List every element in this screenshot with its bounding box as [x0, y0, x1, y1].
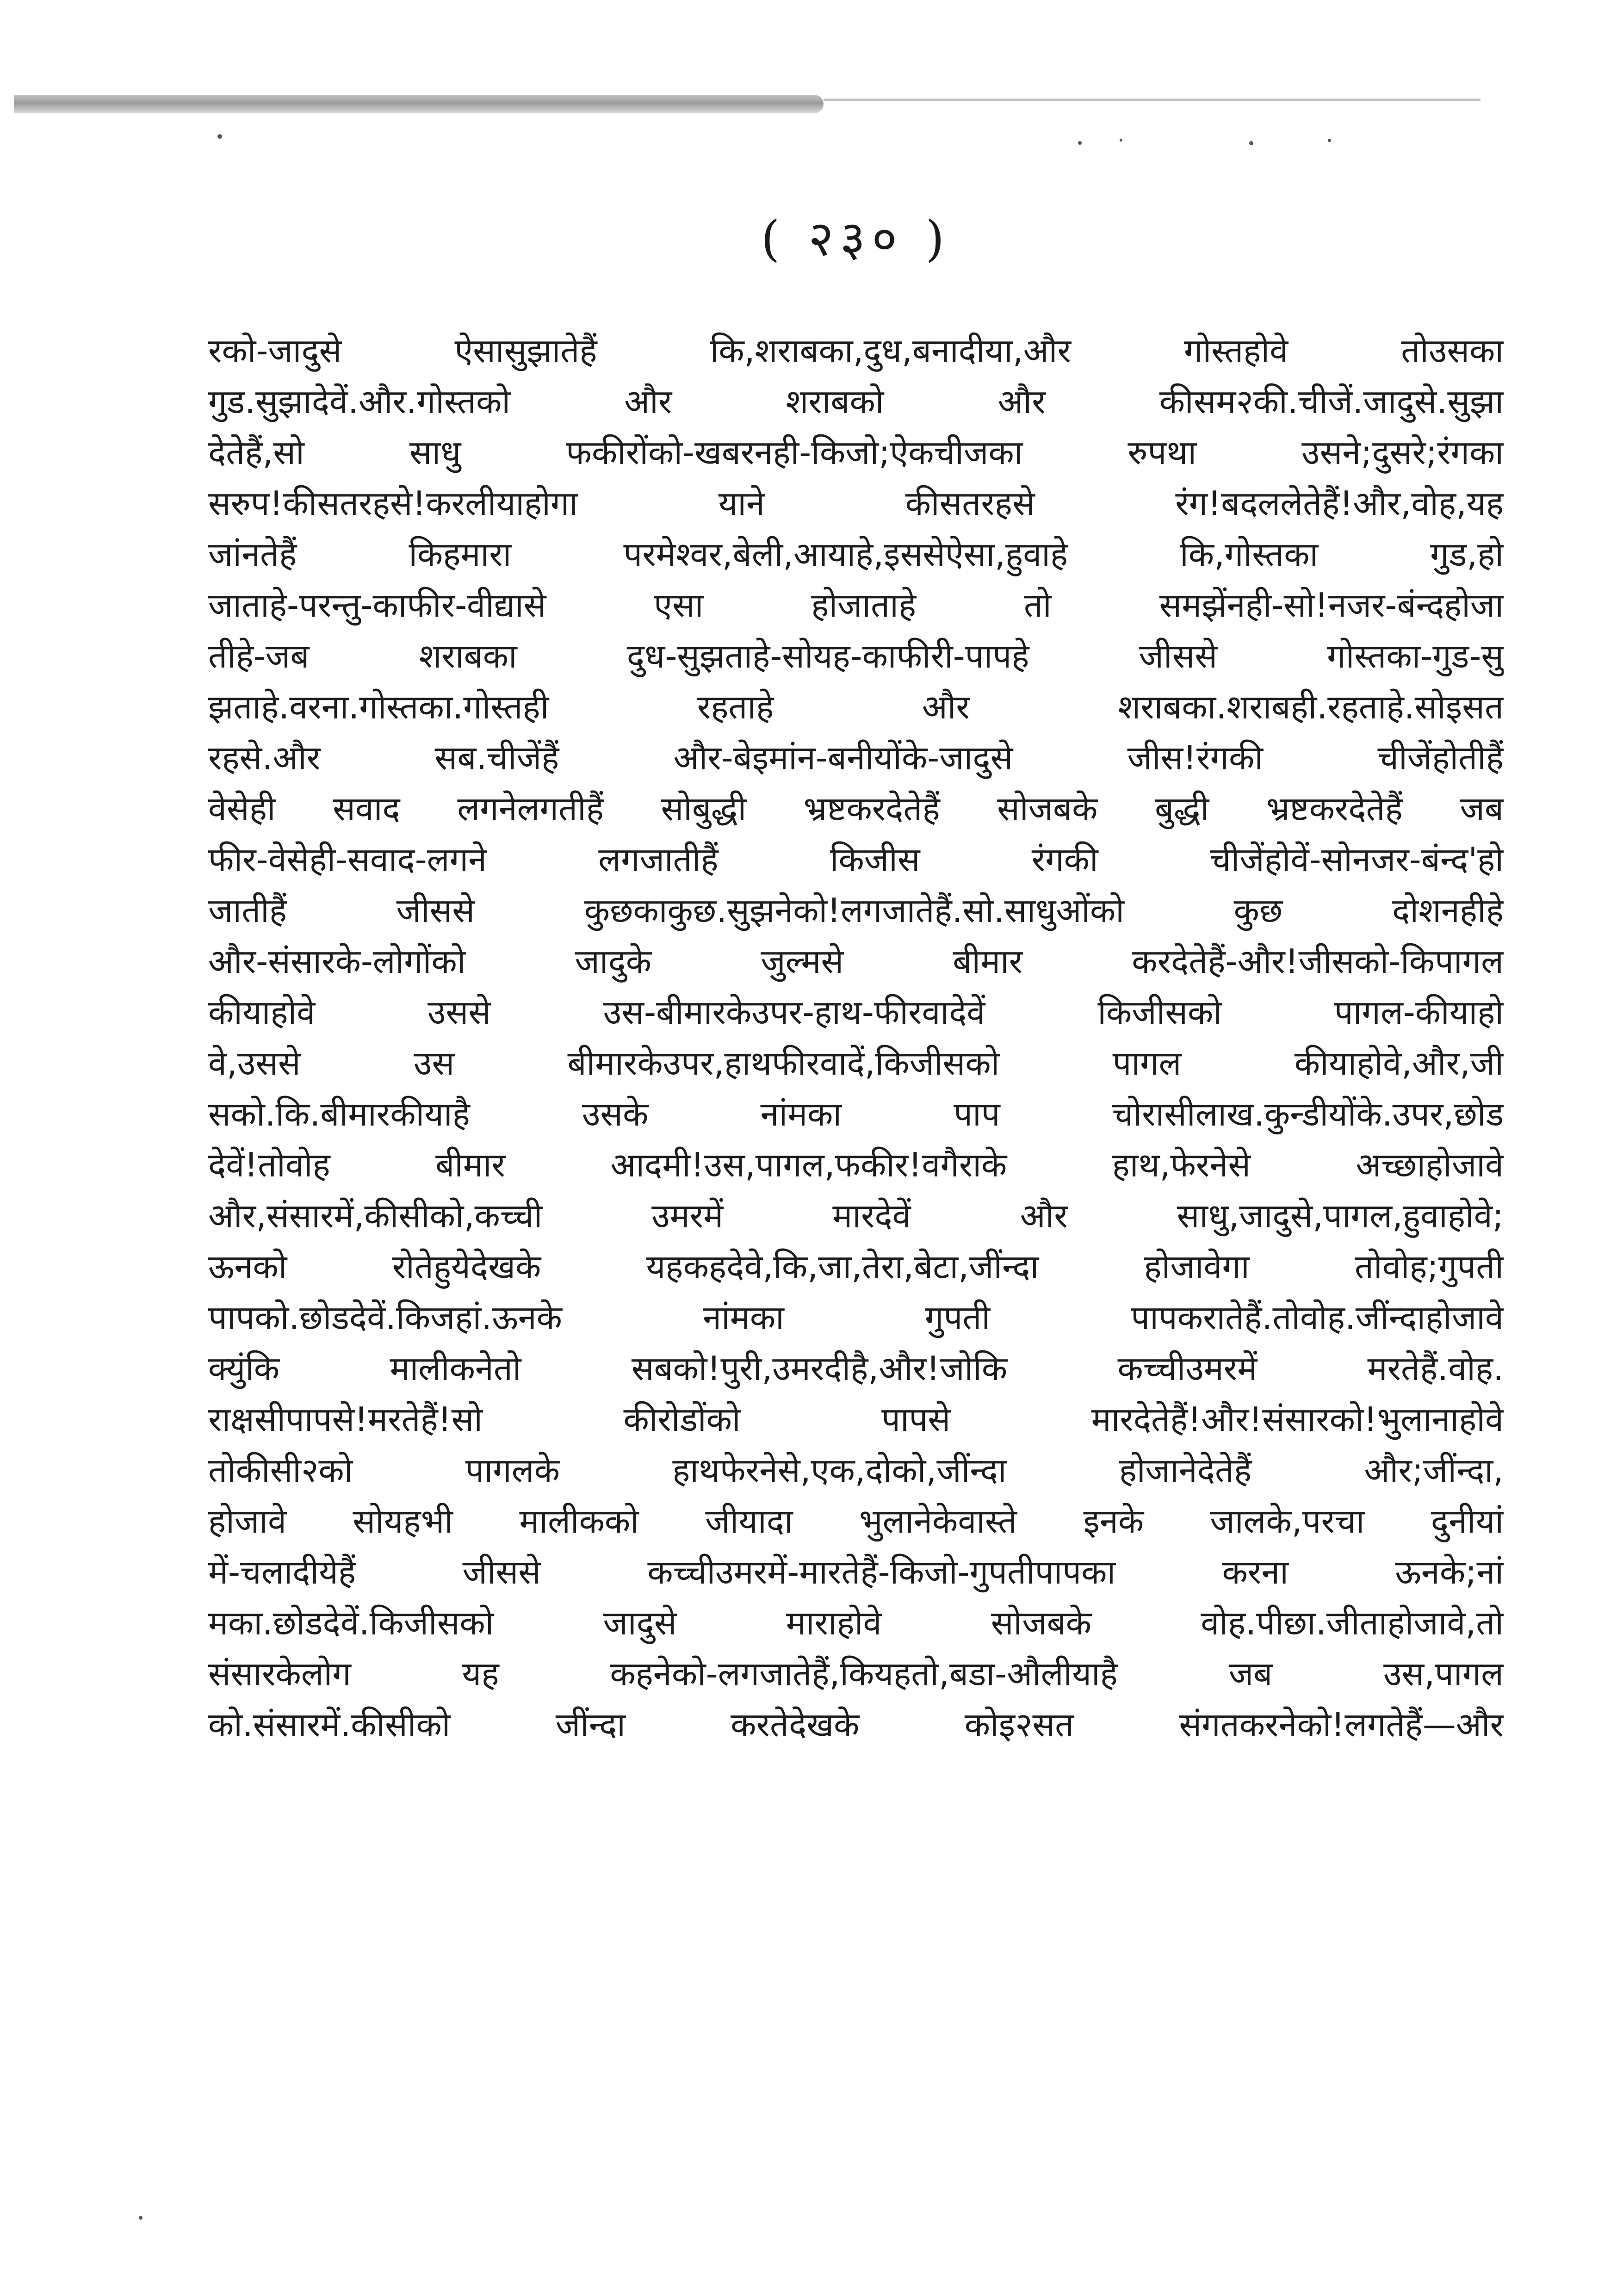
text-line: होजावे सोयहभी मालीकको जीयादा भुलानेकेवास्ते इनके जालके,परचा दुनीयां [208, 1502, 1504, 1541]
text-line: तोकीसी२को पागलके हाथफेरनेसे,एक,दोको,जींन्दा होजानेदेतेहैं और;जींन्दा, [208, 1451, 1504, 1490]
text-line: रको-जादुसे ऐसासुझातेहैं कि,शराबका,दुध,बनादीया,और गोस्तहोवे तोउसका [208, 331, 1504, 370]
text-line: मका.छोडदेवें.किजीसको जादुसे माराहोवे सोजबके वोह.पीछा.जीताहोजावे,तो [208, 1603, 1504, 1642]
text-line: वे,उससे उस बीमारकेउपर,हाथफीरवादें,किजीसको पागल कीयाहोवे,और,जी [208, 1044, 1504, 1083]
text-line: गुड.सुझादेवें.और.गोस्तको और शराबको और कीसम२की.चीजें.जादुसे.सुझा [208, 382, 1504, 421]
scan-speck [139, 2216, 142, 2220]
text-line: क्युंकि मालीकनेतो सबको!पुरी,उमरदीहै,और!जोकि कच्चीउमरमें मरतेहैं.वोह. [208, 1349, 1504, 1388]
scan-speck [1328, 139, 1331, 142]
scan-shadow-edge [14, 95, 824, 113]
text-line: सको.कि.बीमारकीयाहै उसके नांमका पाप चोरासीलाख.कुन्डीयोंके.उपर,छोड [208, 1095, 1504, 1133]
text-line: और-संसारके-लोगोंको जादुके जुल्मसे बीमार करदेतेहैं-और!जीसको-किपागल [208, 942, 1504, 981]
scan-speck [217, 134, 222, 139]
text-line: सरुप!कीसतरहसे!करलीयाहोगा याने कीसतरहसे रंग!बदललेतेहैं!और,वोह,यह [208, 484, 1504, 523]
text-line: झताहे.वरना.गोस्तका.गोस्तही रहताहे और शराबका.शराबही.रहताहे.सोइसत [208, 687, 1504, 726]
text-line: देवें!तोवोह बीमार आदमी!उस,पागल,फकीर!वगैराके हाथ,फेरनेसे अच्छाहोजावे [208, 1145, 1504, 1184]
scan-speck [1078, 141, 1082, 145]
document-page [208, 204, 1504, 1750]
text-line: संसारकेलोग यह कहनेको-लगजातेहैं,कियहतो,बडा-औलीयाहै जब उस,पागल [208, 1654, 1504, 1693]
text-line: वेसेही सवाद लगनेलगतीहैं सोबुद्धी भ्रष्टकरदेतेहैं सोजबके बुद्धी भ्रष्टकरदेतेहैं जब [208, 789, 1504, 828]
text-line: में-चलादीयेहैं जीससे कच्चीउमरमें-मारतेहैं-किजो-गुपतीपापका करना ऊनके;नां [208, 1553, 1504, 1591]
text-line: और,संसारमें,कीसीको,कच्ची उमरमें मारदेवें और साधु,जादुसे,पागल,हुवाहोवे; [208, 1196, 1504, 1235]
text-line: कीयाहोवे उससे उस-बीमारकेउपर-हाथ-फीरवादेवें किजीसको पागल-कीयाहो [208, 993, 1504, 1032]
text-line: फीर-वेसेही-सवाद-लगने लगजातीहैं किजीस रंगकी चीजेंहोवें-सोनजर-बंन्द'हो [208, 840, 1504, 879]
scan-speck [1249, 141, 1253, 145]
text-line: ऊनको रोतेहुयेदेखके यहकहदेवे,कि,जा,तेरा,बेटा,जींन्दा होजावेगा तोवोह;गुपती [208, 1247, 1504, 1286]
scan-speck [1120, 139, 1122, 142]
text-line: राक्षसीपापसे!मरतेहैं!सो कीरोडोंको पापसे मारदेतेहैं!और!संसारको!भुलानाहोवे [208, 1400, 1504, 1439]
text-line: पापको.छोडदेवें.किजहां.ऊनके नांमका गुपती पापकरातेहैं.तोवोह.जींन्दाहोजावे [208, 1298, 1504, 1337]
body-text [208, 325, 1504, 1750]
scan-shadow-line [824, 99, 1481, 101]
text-line: जातीहैं जीससे कुछकाकुछ.सुझनेको!लगजातेहैं.सो.साधुओंको कुछ दोशनहीहे [208, 891, 1504, 930]
page-number: ( २३० ) [761, 210, 951, 267]
text-line: देतेहैं,सो साधु फकीरोंको-खबरनही-किजो;ऐकचीजका रुपथा उसने;दुसरे;रंगका [208, 433, 1504, 472]
text-line: को.संसारमें.कीसीको जींन्दा करतेदेखके कोइ२सत संगतकरनेको!लगतेहैं—और [208, 1705, 1504, 1744]
text-line: तीहे-जब शराबका दुध-सुझताहे-सोयह-काफीरी-पापहे जीससे गोस्तका-गुड-सु [208, 637, 1504, 675]
text-line: जाताहे-परन्तु-काफीर-वीद्यासे एसा होजाताहे तो समझेंनही-सो!नजर-बंन्दहोजा [208, 586, 1504, 625]
text-line: रहसे.और सब.चीजेंहैं और-बेइमांन-बनीयोंके-जादुसे जीस!रंगकी चीजेंहोतीहैं [208, 738, 1504, 777]
text-line: जांनतेहैं किहमारा परमेश्वर,बेली,आयाहे,इससेऐसा,हुवाहे कि,गोस्तका गुड,हो [208, 535, 1504, 574]
